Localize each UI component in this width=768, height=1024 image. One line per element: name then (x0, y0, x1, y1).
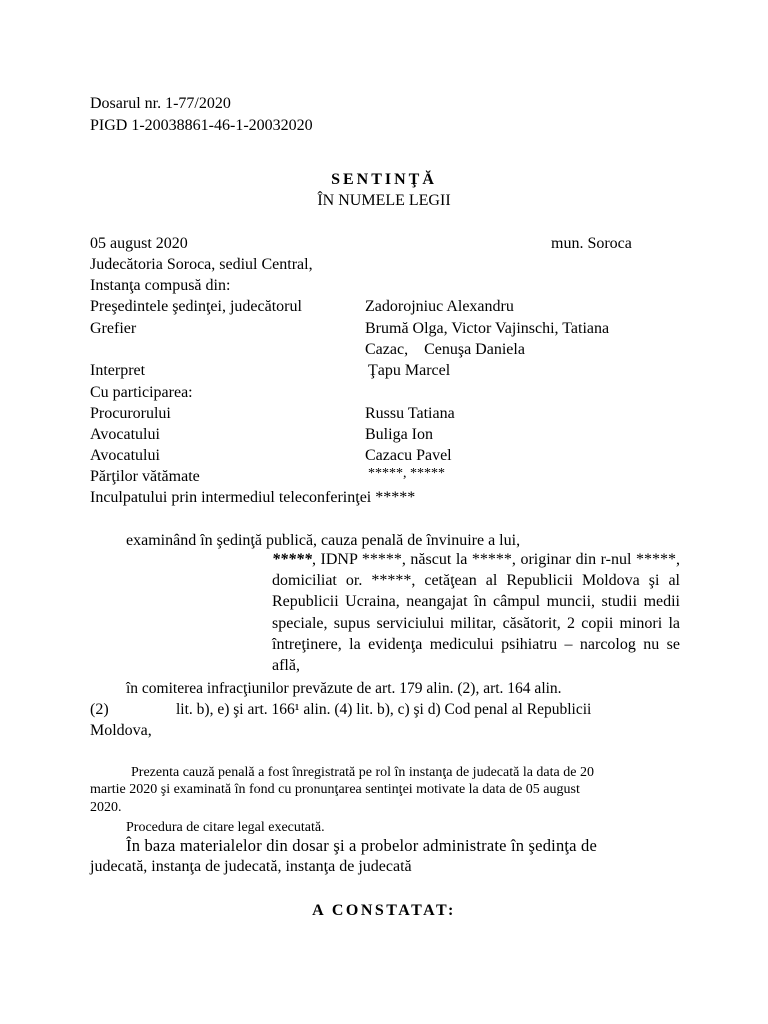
interpreter-label: Interpret (90, 362, 146, 379)
basis-line-2: judecată, instanţa de judecată, instanţa de judecată (90, 858, 412, 875)
registration-line-3: 2020. (90, 800, 122, 815)
charge-line-1: în comiterea infracţiunilor prevăzute de art. 179 alin. (2), art. 164 alin. (126, 680, 562, 697)
president-label: Preşedintele şedinţei, judecătorul (90, 298, 302, 315)
basis-line-1: În baza materialelor din dosar şi a probelor administrate în şedinţa de (126, 836, 597, 855)
clerk-label: Grefier (90, 320, 137, 337)
charge-line-2a: (2) (90, 701, 109, 718)
sentence-place: mun. Soroca (551, 235, 632, 252)
clerk-value-line1: Brumă Olga, Victor Vajinschi, Tatiana (365, 320, 610, 337)
defendant-name: ***** (272, 551, 312, 568)
charge-line-2b: lit. b), e) şi art. 166¹ alin. (4) lit. b), c) şi d) Cod penal al Republicii (176, 701, 592, 718)
court-composition: Instanţa compusă din: (90, 277, 231, 294)
interpreter-value: Ţapu Marcel (368, 362, 451, 379)
participation-label: Cu participarea: (90, 384, 193, 401)
lawyer1-value: Buliga Ion (365, 426, 433, 443)
examination-intro: examinând în şedinţă publică, cauza penală de învinuire a lui, (126, 532, 521, 549)
case-number: Dosarul nr. 1-77/2020 (90, 95, 231, 112)
sentence-date: 05 august 2020 (90, 235, 188, 252)
procedure-note: Procedura de citare legal executată. (126, 820, 325, 835)
lawyer1-label: Avocatului (90, 426, 160, 443)
parties-label: Părţilor vătămate (90, 468, 200, 485)
prosecutor-label: Procurorului (90, 405, 171, 422)
president-value: Zadorojniuc Alexandru (365, 298, 514, 315)
lawyer2-value: Cazacu Pavel (365, 447, 452, 464)
document-subtitle: ÎN NUMELE LEGII (317, 192, 451, 209)
defendant-line: Inculpatului prin intermediul teleconferinţei ***** (90, 489, 416, 506)
court-name: Judecătoria Soroca, sediul Central, (90, 256, 313, 273)
clerk-value-line2: Cazac, Cenuşa Daniela (365, 341, 525, 358)
registration-line-2: martie 2020 şi examinată în fond cu pronunţarea sentinţei motivate la data de 05 august (90, 782, 580, 797)
defendant-details-text: , IDNP *****, născut la *****, originar din r-nul *****, domiciliat or. *****, cetăţean al Republicii Moldova şi al Republicii Ucraina, neangajat în câmpul muncii, studii medii speciale, supus serviciului militar, căsătorit, 2 copii minori la întreţinere, la evidenţa medicului psihiatru – narcolog nu se află, (272, 551, 680, 675)
parties-value: *****, ***** (368, 466, 445, 481)
pigd-number: PIGD 1-20038861-46-1-20032020 (90, 117, 313, 134)
charge-line-3: Moldova, (90, 722, 152, 739)
constatat-heading: A CONSTATAT: (312, 902, 456, 919)
lawyer2-label: Avocatului (90, 447, 160, 464)
prosecutor-value: Russu Tatiana (365, 405, 455, 422)
registration-line-1: Prezenta cauză penală a fost înregistrată pe rol în instanţa de judecată la data de 20 (131, 765, 594, 780)
defendant-details (272, 549, 680, 676)
document-title: SENTINŢĂ (331, 171, 437, 188)
